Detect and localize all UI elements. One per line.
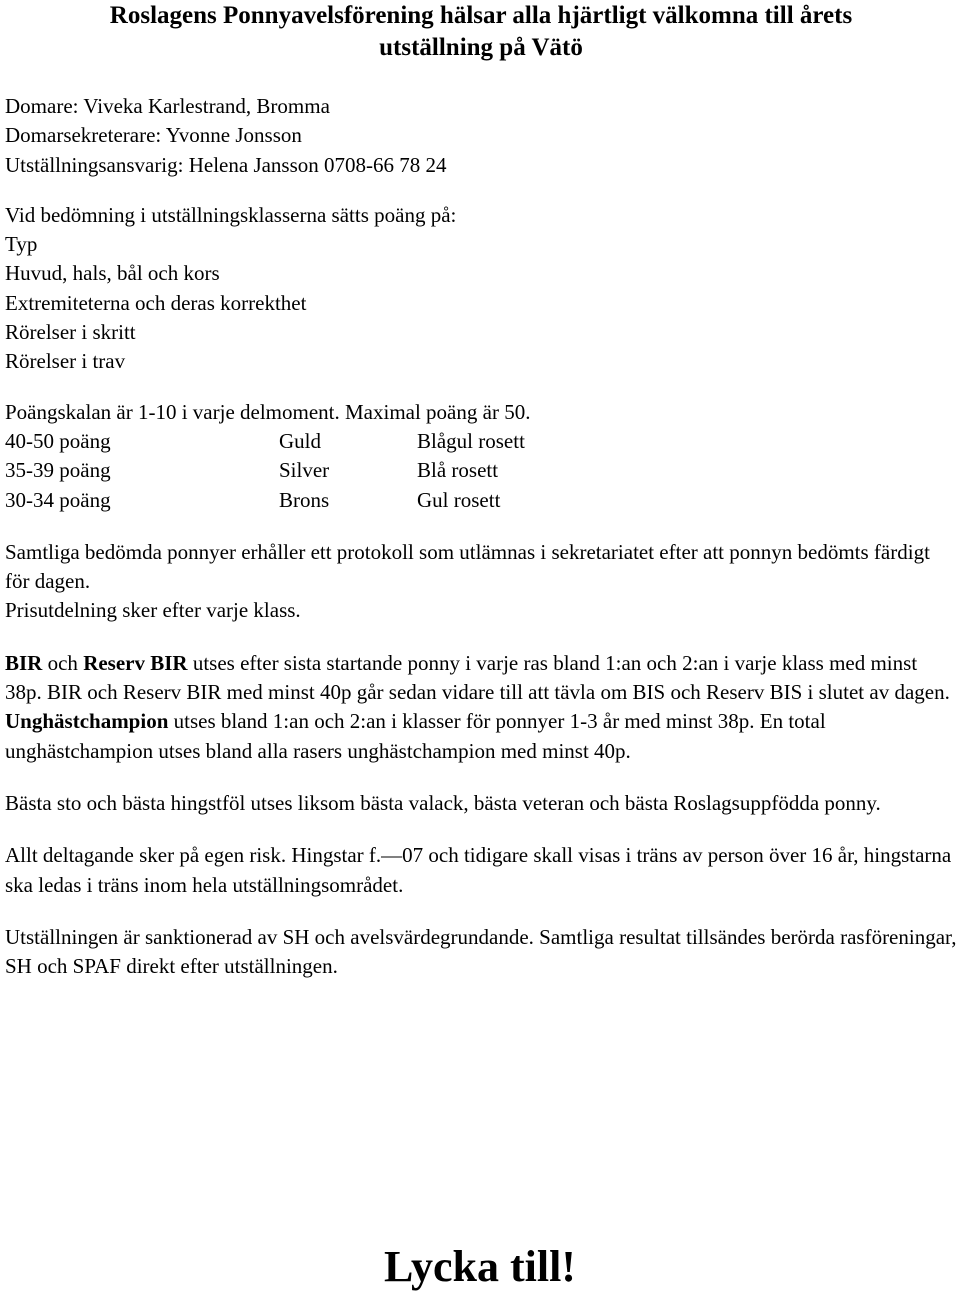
title-line-1: Roslagens Ponnyavelsförening hälsar alla hjärtligt välkomna till årets [109, 2, 853, 29]
criteria-item: Extremiteterna och deras korrekthet [5, 290, 307, 315]
scoring-scale-text: Poängskalan är 1-10 i varje delmoment. Maximal poäng är 50. [5, 399, 531, 424]
scoring-rosette: Gul rosett [417, 487, 501, 512]
scoring-medal: Brons [279, 487, 330, 512]
bir-body: utses efter sista startande ponny i varje ras bland 1:an och 2:an i varje klass med minst 38p. BIR och Reserv BIR med minst 40p går sedan vidare till att tävla om BIS och Reserv BIS i slutet av dagen. [5, 650, 950, 705]
prize-text: Prisutdelning sker efter varje klass. [5, 598, 301, 623]
criteria-item: Huvud, hals, bål och kors [5, 261, 220, 286]
scoring-points: 35-39 poäng [5, 458, 111, 483]
scoring-block [5, 398, 957, 515]
scoring-row [5, 427, 957, 456]
show-manager-line: Utställningsansvarig: Helena Jansson 0708-66 78 24 [5, 152, 447, 177]
bir-text [5, 649, 957, 708]
scoring-medal: Guld [279, 428, 321, 453]
youngster-body: utses bland 1:an och 2:an i klasser för ponnyer 1-3 år med minst 38p. En total unghästchampion utses bland alla rasers unghästchampion med minst 40p. [5, 709, 826, 763]
scoring-row [5, 456, 957, 485]
scoring-medal: Silver [279, 458, 330, 483]
judging-intro: Vid bedömning i utställningsklasserna sätts poäng på: [5, 202, 457, 227]
best-awards-text: Bästa sto och bästa hingstföl utses liksom bästa valack, bästa veteran och bästa Roslagsuppfödda ponny. [5, 790, 881, 815]
scoring-row [5, 486, 957, 515]
closing-greeting: Lycka till! [384, 1242, 576, 1291]
scoring-points: 40-50 poäng [5, 428, 111, 453]
criteria-item: Rörelser i skritt [5, 320, 136, 345]
scoring-points: 30-34 poäng [5, 487, 111, 512]
protocol-text: Samtliga bedömda ponnyer erhåller ett protokoll som utlämnas i sekretariatet efter att ponnyn bedömts färdigt för dagen. [5, 539, 930, 594]
scoring-rosette: Blågul rosett [417, 428, 525, 453]
youngster-text [5, 707, 957, 766]
document-page [5, 0, 957, 981]
judge-line: Domare: Viveka Karlestrand, Bromma [5, 94, 330, 118]
risk-text: Allt deltagande sker på egen risk. Hingstar f.—07 och tidigare skall visas i träns av person över 16 år, hingstarna ska ledas i träns inom hela utställningsområdet. [5, 843, 952, 897]
scoring-rosette: Blå rosett [417, 458, 499, 483]
protocol-block [5, 538, 957, 626]
judging-criteria-block [5, 201, 957, 377]
bir-bold: BIR [5, 650, 43, 675]
criteria-item: Typ [5, 232, 38, 257]
youngster-bold: Unghästchampion [5, 709, 169, 734]
officials-block [5, 92, 957, 180]
title-line-2: utställning på Vätö [379, 34, 583, 61]
sanction-text: Utställningen är sanktionerad av SH och avelsvärdegrundande. Samtliga resultat tillsändes berörda rasföreningar, SH och SPAF direkt efter utställningen. [5, 924, 957, 979]
bir-block [5, 649, 957, 766]
bir-connector: och [42, 650, 84, 675]
criteria-item: Rörelser i trav [5, 349, 126, 374]
judge-secretary-line: Domarsekreterare: Yvonne Jonsson [5, 123, 302, 148]
page-title [5, 0, 957, 64]
reserve-bir-bold: Reserv BIR [83, 650, 188, 675]
